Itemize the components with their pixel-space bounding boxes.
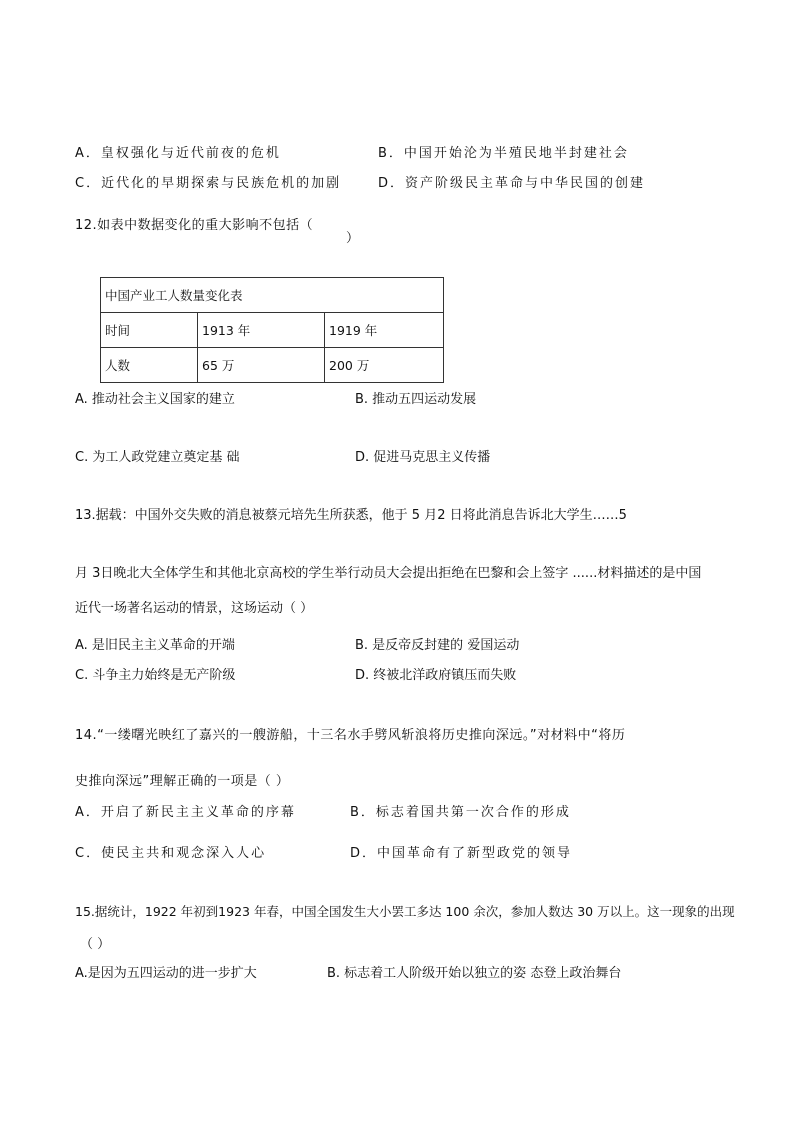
table-cell: 1919 年	[325, 313, 444, 348]
q14-stem-line1: 14.“一缕曙光映红了嘉兴的一艘游船，十三名水手劈风斩浪将历史推向深远。”对材料中“将历	[75, 728, 626, 743]
table-row	[101, 313, 444, 348]
q13-option-c: C. 斗争主力始终是无产阶级	[75, 668, 236, 683]
q13-option-b: B. 是反帝反封建的 爱国运动	[355, 638, 520, 653]
q13-option-a: A. 是旧民主主义革命的开端	[75, 638, 235, 653]
q15-option-b: B. 标志着工人阶级开始以独立的姿 态登上政治舞台	[327, 966, 622, 981]
q13-stem-line1: 13.据载：中国外交失败的消息被蔡元培先生所获悉，他于 5 月2 日将此消息告诉北大学生……5	[75, 508, 627, 523]
worker-count-table	[100, 277, 444, 383]
q11-option-c: C．近代化的早期探索与民族危机的加剧	[75, 176, 342, 191]
q13-stem-line3: 近代一场著名运动的情景，这场运动（ ）	[75, 601, 314, 616]
q13-option-d: D. 终被北洋政府镇压而失败	[355, 668, 517, 683]
q14-option-b: B．标志着国共第一次合作的形成	[350, 805, 571, 820]
q12-stem-close: ）	[346, 231, 360, 246]
table-title: 中国产业工人数量变化表	[101, 278, 444, 313]
q11-option-d: D．资产阶级民主革命与中华民国的创建	[378, 176, 646, 191]
q14-stem-line2: 史推向深远”理解正确的一项是（ ）	[75, 774, 290, 789]
q12-option-d: D. 促进马克思主义传播	[355, 450, 491, 465]
table-cell: 时间	[101, 313, 198, 348]
q12-option-a: A. 推动社会主义国家的建立	[75, 392, 235, 407]
table-cell: 人数	[101, 348, 198, 383]
q13-stem-line2: 月 3日晚北大全体学生和其他北京高校的学生举行动员大会提出拒绝在巴黎和会上签字 ......材料描述的是中国	[75, 566, 702, 581]
q14-option-c: C．使民主共和观念深入人心	[75, 846, 267, 861]
q15-option-a: A.是因为五四运动的进一步扩大	[75, 966, 257, 981]
q14-option-a: A．开启了新民主主义革命的序幕	[75, 805, 296, 820]
q14-option-d: D．中国革命有了新型政党的领导	[350, 846, 573, 861]
q15-stem-line1: 15.据统计，1922 年初到1923 年春，中国全国发生大小罢工多达 100 余次，参加人数达 30 万以上。这一现象的出现	[75, 904, 735, 919]
table-cell: 65 万	[198, 348, 325, 383]
q12-option-c: C. 为工人政党建立奠定基 础	[75, 450, 240, 465]
q11-option-b: B．中国开始沦为半殖民地半封建社会	[378, 146, 629, 161]
q11-option-a: A．皇权强化与近代前夜的危机	[75, 146, 281, 161]
table-row	[101, 348, 444, 383]
table-cell: 200 万	[325, 348, 444, 383]
q12-stem: 12.如表中数据变化的重大影响不包括（	[75, 218, 314, 233]
q12-option-b: B. 推动五四运动发展	[355, 392, 477, 407]
q15-stem-line2: （ ）	[80, 937, 111, 952]
table-cell: 1913 年	[198, 313, 325, 348]
